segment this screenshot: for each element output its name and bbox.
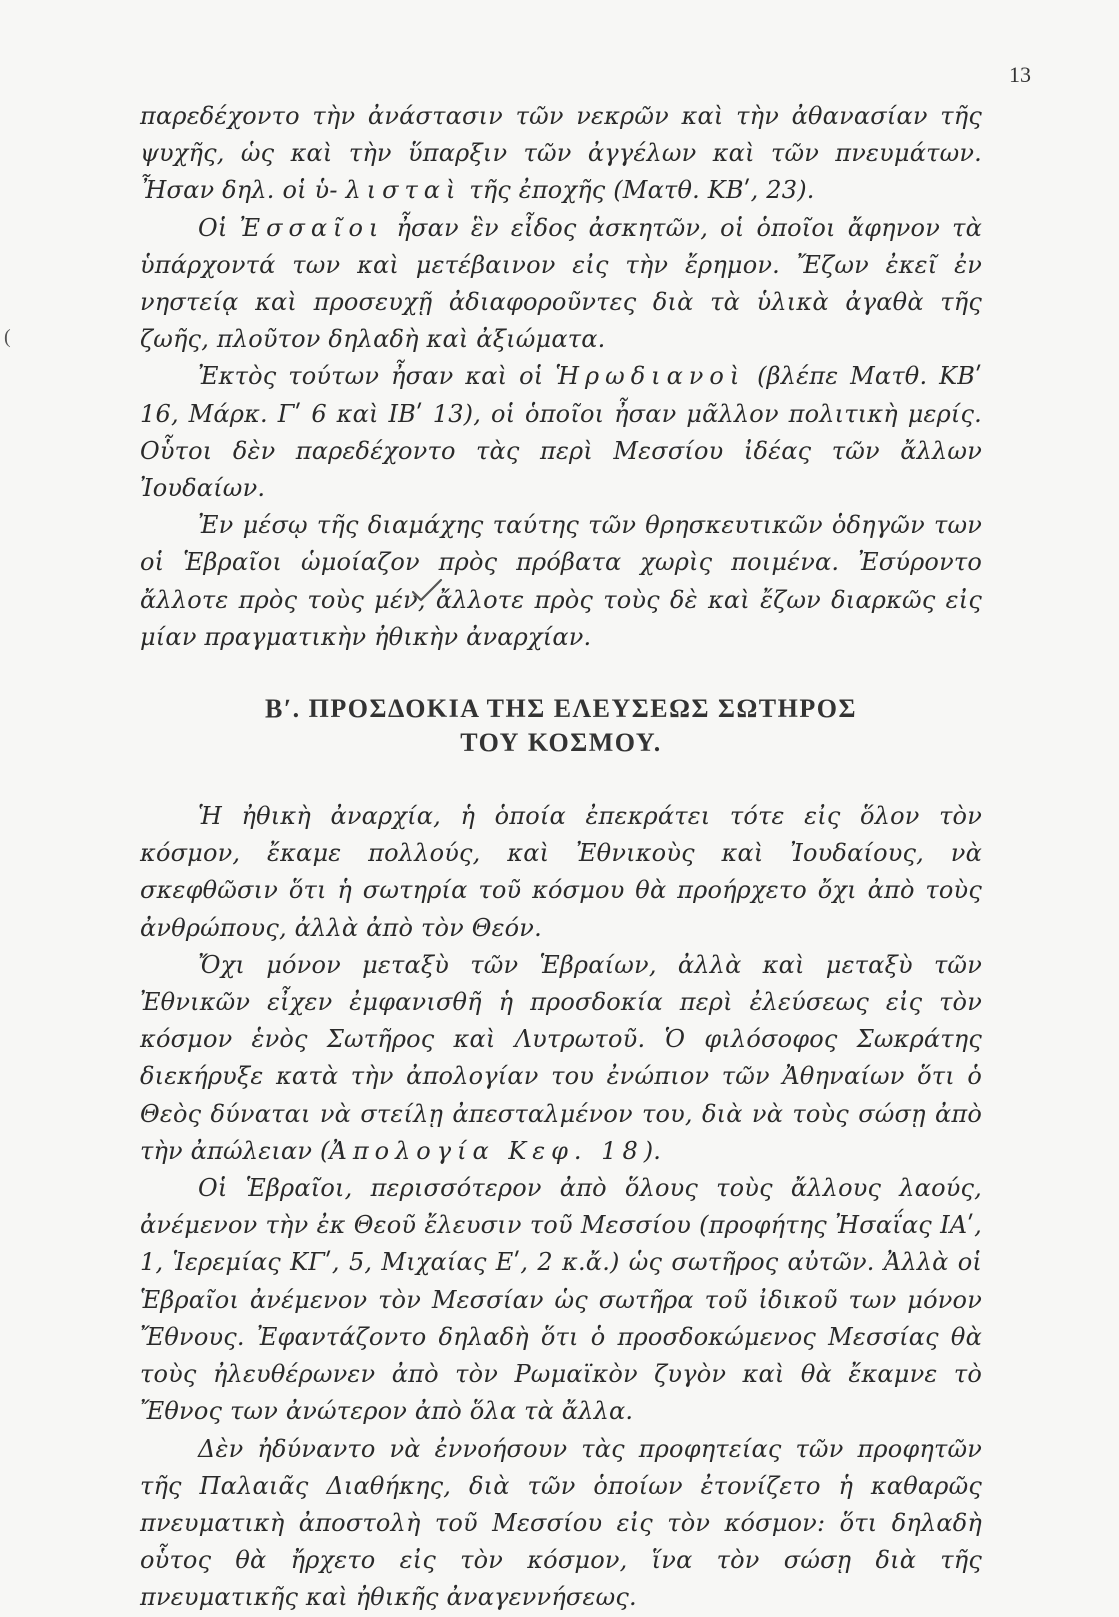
check-mark-icon — [409, 572, 445, 608]
paragraph-6-tail: ). — [643, 1136, 662, 1165]
paragraph-2-text: ἦσαν ἓν εἶδος ἀσκητῶν, οἱ ὁποῖοι ἄφηνον τὰ ὑπάρχοντά των καὶ μετέβαινον εἰς τὴν ἔρημον. Ἔζων ἐκεῖ ἐν νηστείᾳ καὶ προσευχῇ ἀδιαφοροῦντες διὰ τὰ ὑλικὰ ἀγαθὰ τῆς ζωῆς, πλοῦτον δηλαδὴ καὶ ἀξιώματα. — [140, 213, 982, 354]
paragraph-3-text: (βλέπε Ματθ. ΚΒʹ 16, Μάρκ. Γʹ 6 καὶ ΙΒʹ 13), οἱ ὁποῖοι ἦσαν μᾶλλον πολιτικὴ μερίς. Οὗτοι δὲν παρεδέχοντο τὰς περὶ Μεσσίου ἰδέας τῶν ἄλλων Ἰουδαίων. — [140, 362, 982, 503]
paragraph-4-text: Ἐν μέσῳ τῆς διαμάχης ταύτης τῶν θρησκευτικῶν ὁδηγῶν των οἱ Ἑβραῖοι ὡμοίαζον πρὸς πρόβατα χωρὶς ποιμένα. Ἐσύροντο ἄλλοτε πρὸς τοὺς μέν, ἄλλοτε πρὸς τοὺς δὲ καὶ ἔζων διαρκῶς εἰς μίαν πραγματικὴν ἠθικὴν ἀναρχίαν. — [140, 511, 982, 651]
paragraph-1-text: παρεδέχοντο τὴν ἀνάστασιν τῶν νεκρῶν καὶ τὴν ἀθανασίαν τῆς ψυχῆς, ὡς καὶ τὴν ὕπαρξιν τῶν ἀγγέλων καὶ τῶν πνευμάτων. Ἦσαν δηλ. οἱ ὑ- — [140, 102, 982, 205]
paragraph-1-tail: τῆς ἐποχῆς (Ματθ. ΚΒʹ, 23). — [461, 176, 815, 205]
paragraph-2-spaced-term: Ἐσσαῖοι — [239, 213, 385, 242]
page-number: 13 — [1009, 62, 1031, 87]
paragraph-5-text: Ἡ ἠθικὴ ἀναρχία, ἡ ὁποία ἐπεκράτει τότε εἰς ὅλον τὸν κόσμον, ἔκαμε πολλούς, καὶ Ἐθνικοὺς καὶ Ἰουδαίους, νὰ σκεφθῶσιν ὅτι ἡ σωτηρία τοῦ κόσμου θὰ προήρχετο ὄχι ἀπὸ τοὺς ἀνθρώπους, ἀλλὰ ἀπὸ τὸν Θεόν. — [140, 802, 982, 942]
section-heading-line-2: ΤΟΥ ΚΟΣΜΟΥ. — [460, 728, 662, 758]
paragraph-5 — [140, 798, 982, 947]
paragraph-6-spaced-term: Ἀπολογία Κεφ. 18 — [329, 1136, 644, 1165]
paragraph-4 — [140, 507, 982, 656]
paragraph-3-spaced-term: Ἡρωδιανοὶ — [555, 362, 746, 391]
paragraph-6-text: Ὄχι μόνον μεταξὺ τῶν Ἑβραίων, ἀλλὰ καὶ μεταξὺ τῶν Ἐθνικῶν εἶχεν ἐμφανισθῆ ἡ προσδοκία περὶ ἐλεύσεως εἰς τὸν κόσμον ἑνὸς Σωτῆρος καὶ Λυτρωτοῦ. Ὁ φιλόσοφος Σωκράτης διεκήρυξε κατὰ τὴν ἀπολογίαν του ἐνώπιον τῶν Ἀθηναίων ὅτι ὁ Θεὸς δύναται νὰ στείλῃ ἀπεσταλμένον του, διὰ νὰ τοὺς σώσῃ ἀπὸ τὴν ἀπώλειαν ( — [140, 950, 982, 1165]
paragraph-7-text: Οἱ Ἑβραῖοι, περισσότερον ἀπὸ ὅλους τοὺς ἄλλους λαούς, ἀνέμενον τὴν ἐκ Θεοῦ ἔλευσιν τοῦ Μεσσίου (προφήτης Ἠσαΐας ΙΑʹ, 1, Ἱερεμίας ΚΓʹ, 5, Μιχαίας Εʹ, 2 κ.ἄ.) ὡς σωτῆρος αὐτῶν. Ἀλλὰ οἱ Ἑβραῖοι ἀνέμενον τὸν Μεσσίαν ὡς σωτῆρα τοῦ ἰδικοῦ των μόνον Ἔθνους. Ἐφαντάζοντο δηλαδὴ ὅτι ὁ προσδοκώμενος Μεσσίας θὰ τοὺς ἠλευθέρωνεν ἀπὸ τὸν Ρωμαϊκὸν ζυγὸν καὶ θὰ ἔκαμνε τὸ Ἔθνος των ἀνώτερον ἀπὸ ὅλα τὰ ἄλλα. — [140, 1174, 982, 1426]
paragraph-6 — [140, 947, 982, 1170]
paragraph-8 — [140, 1431, 982, 1617]
paragraph-2-lead: Οἱ — [198, 213, 240, 242]
paragraph-1 — [140, 98, 982, 210]
text-column — [140, 98, 982, 1617]
margin-mark: ( — [4, 326, 11, 348]
paragraph-3-lead: Ἐκτὸς τούτων ἦσαν καὶ οἱ — [198, 362, 556, 391]
paragraph-8-text: Δὲν ἠδύναντο νὰ ἐννοήσουν τὰς προφητείας τῶν προφητῶν τῆς Παλαιᾶς Διαθήκης, διὰ τῶν ὁποίων ἐτονίζετο ἡ καθαρῶς πνευματικὴ ἀποστολὴ τοῦ Μεσσίου εἰς τὸν κόσμον: ὅτι δηλαδὴ οὗτος θὰ ἤρχετο εἰς τὸν κόσμον, ἵνα τὸν σώσῃ διὰ τῆς πνευματικῆς καὶ ἠθικῆς ἀναγεννήσεως. — [140, 1434, 982, 1612]
paragraph-2 — [140, 210, 982, 359]
section-heading-line-1: Βʹ. ΠΡΟΣΔΟΚΙΑ ΤΗΣ ΕΛΕΥΣΕΩΣ ΣΩΤΗΡΟΣ — [265, 694, 857, 724]
section-heading — [140, 692, 982, 760]
paragraph-3 — [140, 358, 982, 507]
paragraph-1-spaced-term: λισταὶ — [345, 176, 462, 205]
paragraph-7 — [140, 1170, 982, 1430]
